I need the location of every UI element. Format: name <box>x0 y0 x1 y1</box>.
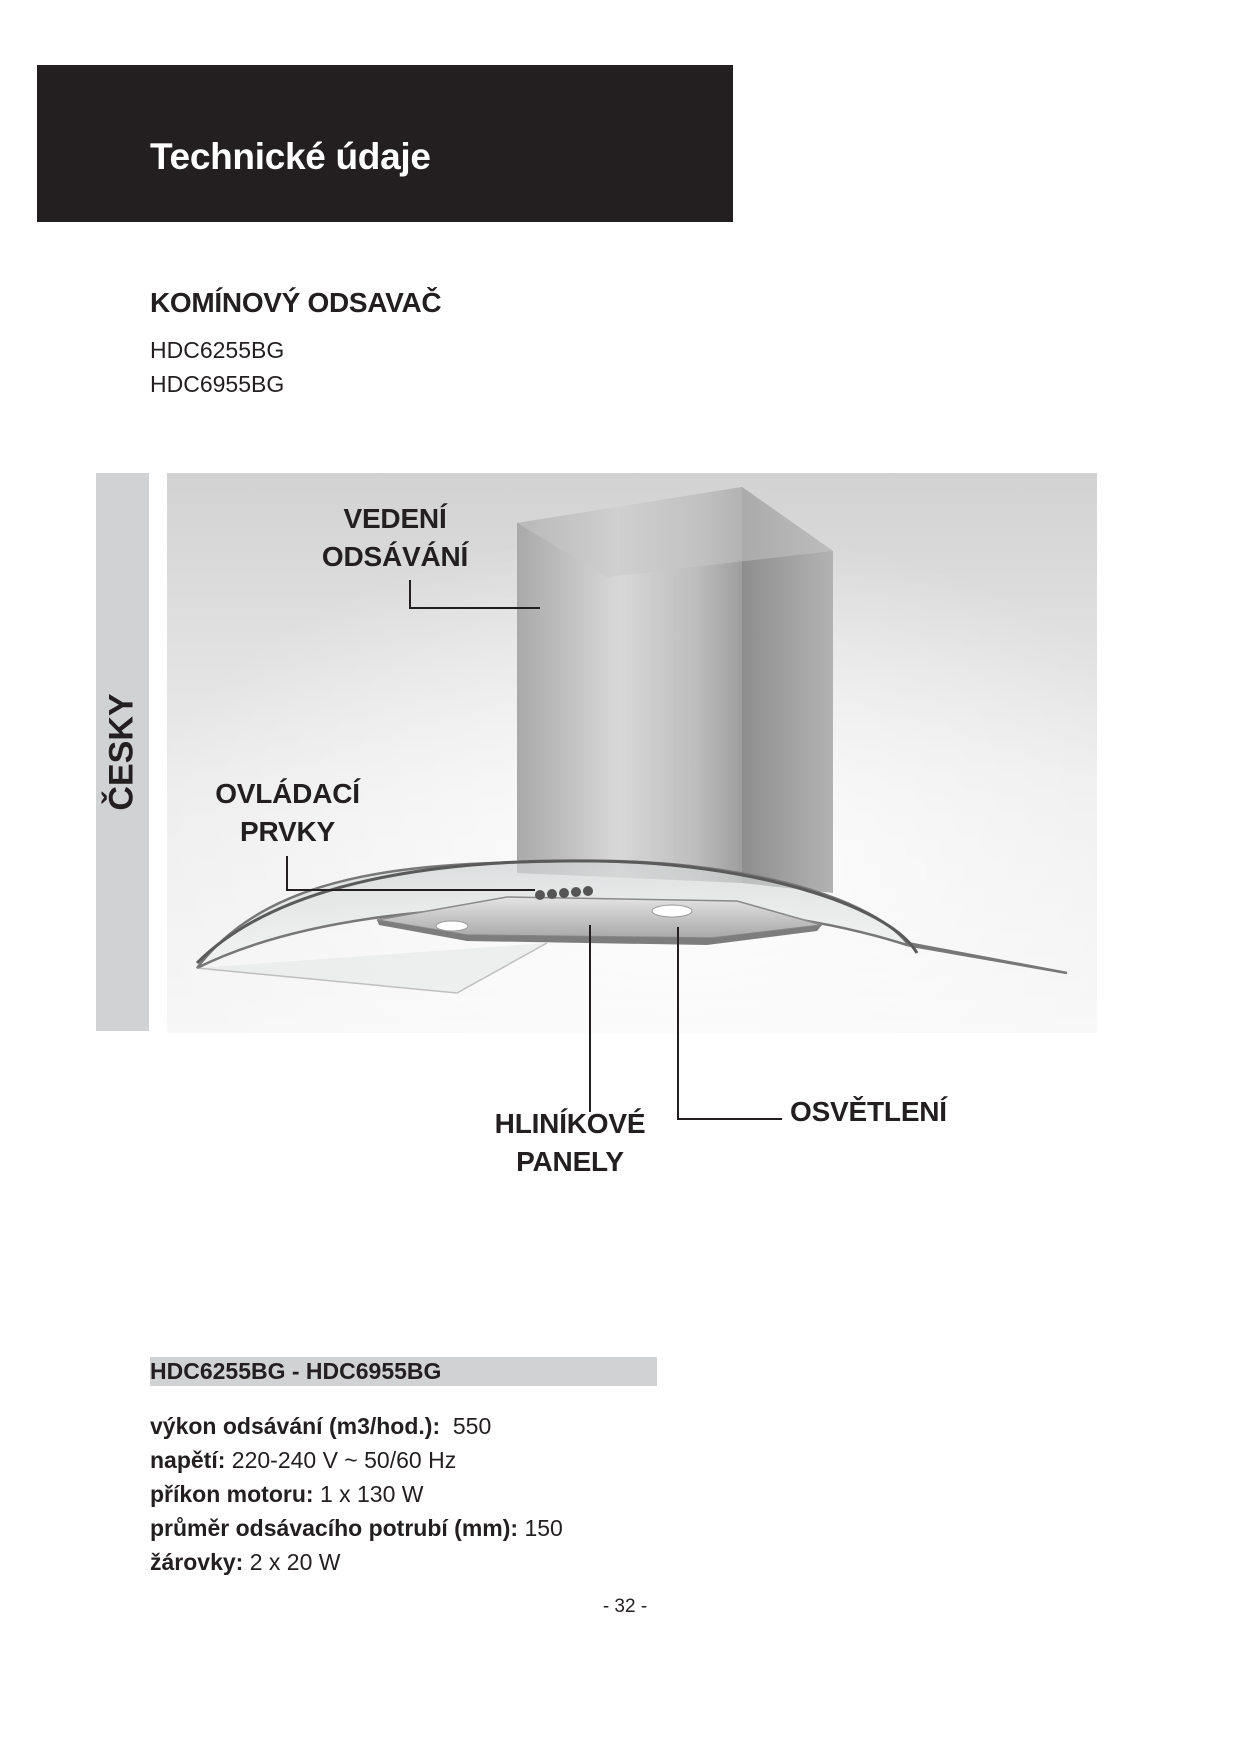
spec-value: 2 x 20 W <box>249 1549 341 1575</box>
callout-controls-line2: PRVKY <box>240 816 335 847</box>
spec-row <box>150 1443 456 1477</box>
callout-controls-line1: OVLÁDACÍ <box>215 778 360 809</box>
callout-duct-line1: VEDENÍ <box>343 503 447 534</box>
callout-filters-line2: PANELY <box>516 1146 624 1177</box>
model-number: HDC6255BG <box>150 337 285 363</box>
spec-row <box>150 1477 423 1511</box>
callout-duct-line2: ODSÁVÁNÍ <box>321 541 469 572</box>
page-title: Technické údaje <box>150 136 431 177</box>
callout-duct <box>320 500 470 576</box>
spec-label: žárovky: <box>150 1549 244 1575</box>
spec-value: 1 x 130 W <box>319 1481 424 1507</box>
callout-filters <box>485 1105 655 1181</box>
callout-lighting: OSVĚTLENÍ <box>790 1096 947 1127</box>
spec-row <box>150 1511 563 1545</box>
specs-title: HDC6255BG - HDC6955BG <box>150 1358 442 1384</box>
spec-label: průměr odsávacího potrubí (mm): <box>150 1515 519 1541</box>
spec-row <box>150 1545 340 1579</box>
model-number: HDC6955BG <box>150 371 285 397</box>
language-tab-label: ČESKY <box>102 693 141 811</box>
spec-row <box>150 1409 491 1443</box>
page-number: - 32 - <box>602 1596 648 1617</box>
spec-value: 550 <box>452 1413 492 1439</box>
callout-controls <box>200 775 375 851</box>
product-type: KOMÍNOVÝ ODSAVAČ <box>150 287 442 318</box>
spec-label: příkon motoru: <box>150 1481 314 1507</box>
spec-label: napětí: <box>150 1447 226 1473</box>
callout-filters-line1: HLINÍKOVÉ <box>494 1108 646 1139</box>
spec-label: výkon odsávání (m3/hod.): <box>150 1413 441 1439</box>
spec-value: 220-240 V ~ 50/60 Hz <box>231 1447 457 1473</box>
spec-value: 150 <box>524 1515 563 1541</box>
